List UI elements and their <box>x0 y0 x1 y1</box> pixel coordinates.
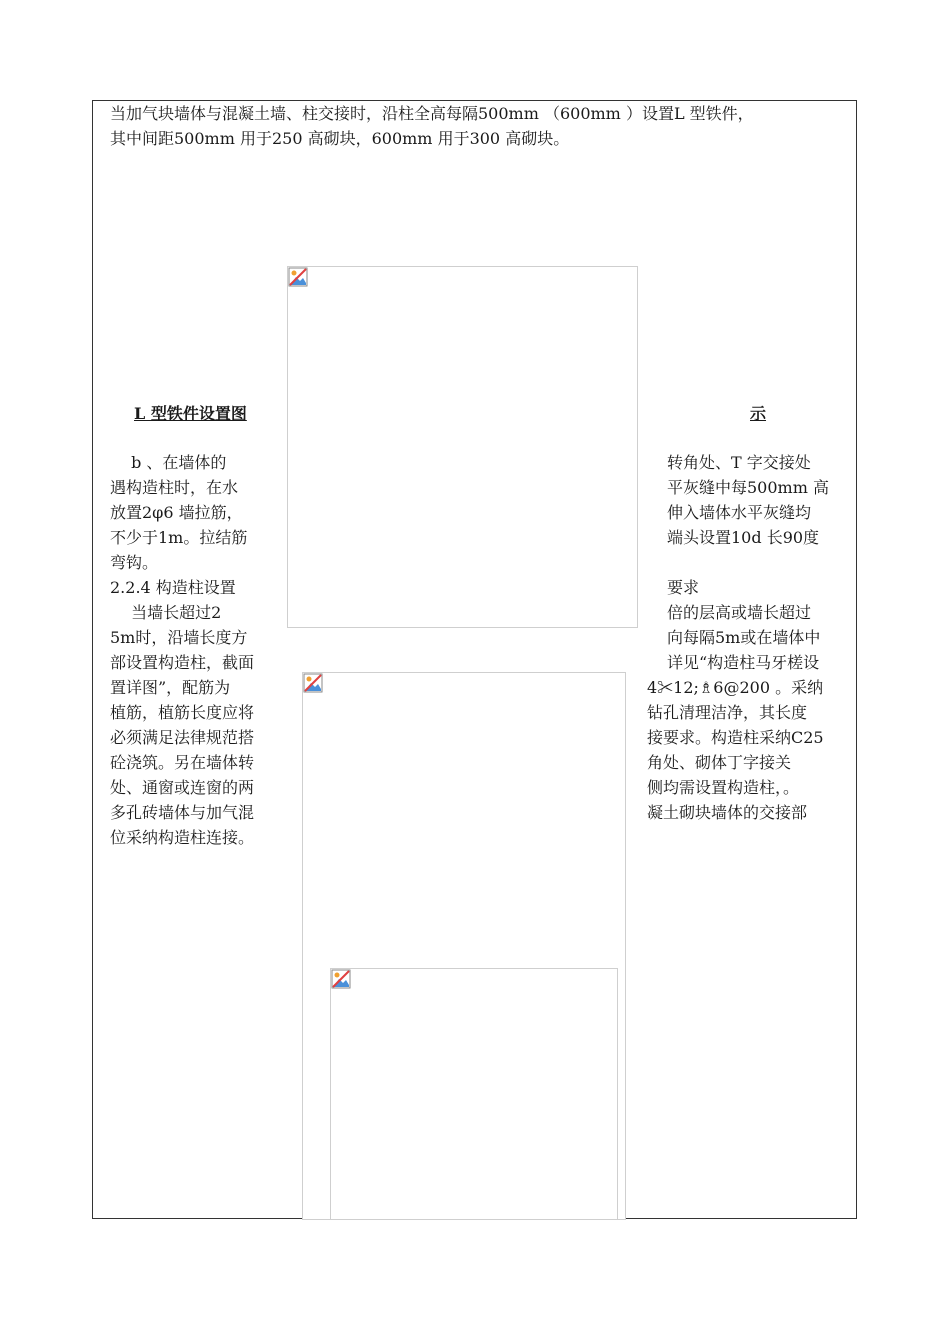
intro-line-1: 当加气块墙体与混凝土墙、柱交接时，沿柱全高每隔500mm （600mm ）设置L 型铁件， <box>110 104 754 123</box>
left-line: 遇构造柱时，在水 <box>110 478 239 497</box>
left-line: 2.2.4 构造柱设置 <box>110 578 236 597</box>
left-line: 当墙长超过2 <box>110 603 222 622</box>
right-line: 倍的层高或墙长超过 <box>667 603 812 622</box>
right-line: 向每隔5m或在墙体中 <box>667 628 821 647</box>
right-line: 平灰缝中每500mm 高 <box>667 478 829 497</box>
broken-image-icon <box>331 969 351 989</box>
left-line: 置详图”，配筋为 <box>110 678 231 697</box>
broken-image-icon <box>303 673 323 693</box>
right-line: 角处、砌体丁字接关 <box>647 753 792 772</box>
left-line: 放置2φ6 墙拉筋， <box>110 503 243 522</box>
right-line: 凝土砌块墙体的交接部 <box>647 803 808 822</box>
left-line: 植筋，植筋长度应将 <box>110 703 255 722</box>
right-line: 详见“构造柱马牙槎设 <box>667 653 820 672</box>
left-line: 处、通窗或连窗的两 <box>110 778 255 797</box>
caption-right: 示 <box>750 404 767 423</box>
left-line: 砼浇筑。另在墙体转 <box>110 753 255 772</box>
right-line: 要求 <box>667 578 700 597</box>
right-line: 钻孔清理洁净，其长度 <box>647 703 808 722</box>
right-line: 伸入墙体水平灰缝均 <box>667 503 812 522</box>
left-line: 多孔砖墙体与加气混 <box>110 803 255 822</box>
broken-image-icon <box>288 267 308 287</box>
right-line: 4✂12;♗6@200 。采纳 <box>647 678 824 697</box>
left-line: 必须满足法律规范搭 <box>110 728 255 747</box>
l-iron-diagram-image <box>287 266 638 628</box>
left-line: b 、在墙体的 <box>110 453 227 472</box>
left-line: 不少于1m。拉结筋 <box>110 528 248 547</box>
left-line: 部设置构造柱，截面 <box>110 653 255 672</box>
right-line: 侧均需设置构造柱，。 <box>647 778 800 797</box>
right-line: 转角处、T 字交接处 <box>667 453 811 472</box>
left-line: 位采纳构造柱连接。 <box>110 828 255 847</box>
intro-line-2: 其中间距500mm 用于250 高砌块，600mm 用于300 高砌块。 <box>110 129 570 148</box>
left-line: 弯钩。 <box>110 553 159 572</box>
caption-left: L 型铁件设置图 <box>134 404 247 423</box>
left-line: 5m时，沿墙长度方 <box>110 628 248 647</box>
right-line: 接要求。构造柱采纳C25 <box>647 728 824 747</box>
right-line: 端头设置10d 长90度 <box>667 528 820 547</box>
column-toothing-image <box>330 968 618 1220</box>
